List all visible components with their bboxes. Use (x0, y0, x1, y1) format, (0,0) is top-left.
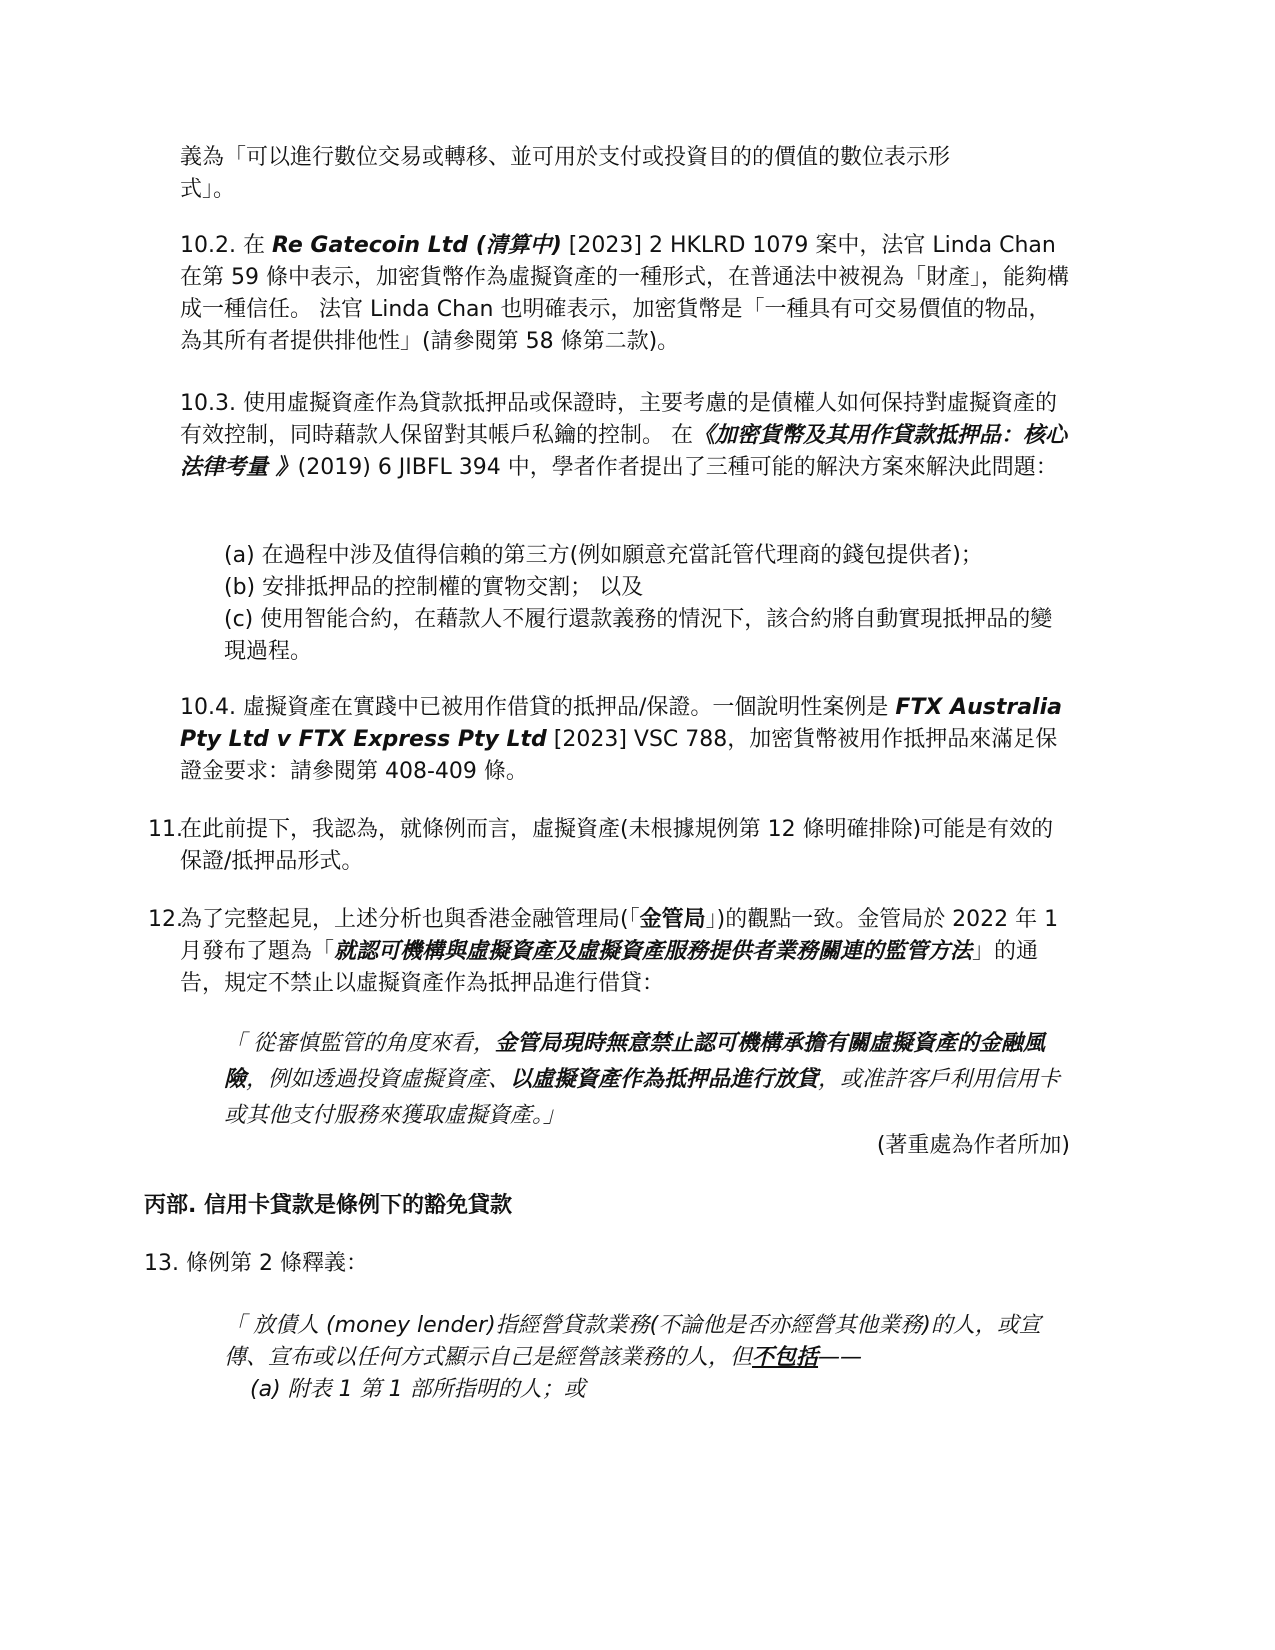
paragraph-10-1-tail (180, 142, 1080, 206)
note-text: (著重處為作者所加) (876, 1133, 1070, 1158)
paragraph-body: 」)的觀點一致。金管局於 2022 年 1 月發布了題為「 (180, 907, 1059, 964)
list-item: (a) 在過程中涉及值得信賴的第三方(例如願意充當託管代理商的錢包提供者)； (224, 543, 983, 568)
section-heading (144, 1190, 1070, 1222)
paragraph-body: (2019) 6 JIBFL 394 中，學者作者提出了三種可能的解決方案來解決此問題： (297, 455, 1058, 480)
quote-dash: —— (818, 1345, 863, 1370)
paragraph-body: [2023] 2 HKLRD 1079 案中，法官 Linda Chan 在第 59 條中表示，加密貨幣作為虛擬資產的一種形式，在普通法中被視為「財產」，能夠構成一種信任。 法官 Linda Chan 也明確表示，加密貨幣是「一種具有可交易價值的物品，為其所有者提供排他性」(請參閱第 58 條第二款)。 (180, 233, 1069, 354)
quote-underlined: 不包括 (752, 1345, 819, 1370)
list-item: (c) 使用智能合約，在藉款人不履行還款義務的情況下，該合約將自動實現抵押品的變現過程。 (224, 607, 1053, 664)
paragraph-text: 在此前提下，我認為，就條例而言，虛擬資產(未根據規例第 12 條明確排除)可能是有效的保證/抵押品形式。 (180, 817, 1054, 874)
paragraph-text (180, 230, 1070, 358)
paragraph-text (180, 388, 1070, 484)
quote-text (224, 1310, 1070, 1374)
emphasis-note (180, 1130, 1070, 1162)
list-item: (b) 安排抵押品的控制權的實物交割； 以及 (224, 575, 644, 600)
case-name: Re Gatecoin Ltd (清算中) (271, 233, 562, 258)
quote-body: ，例如透過投資虛擬資產、 (246, 1067, 511, 1092)
quote-text (224, 1026, 1070, 1134)
block-quote (224, 1026, 1070, 1134)
paragraph-number: 12. (148, 907, 183, 932)
paragraph-10-2 (180, 230, 1070, 358)
circular-title: 就認可機構與虛擬資產及虛擬資產服務提供者業務關連的監管方法 (334, 939, 973, 964)
quote-body: ，或准許客戶利用信用卡或其他支付服務來獲取虛擬資產。」 (224, 1067, 1061, 1128)
paragraph-text (180, 692, 1070, 788)
paragraph-11 (180, 814, 1070, 878)
paragraph-body: 10.4. 虛擬資產在實踐中已被用作借貸的抵押品/保證。一個說明性案例是 (180, 695, 896, 720)
paragraph-text (180, 904, 1070, 1000)
paragraph-text: 13. 條例第 2 條釋義： (144, 1251, 368, 1276)
definition-item (250, 1374, 1070, 1406)
quote-emphasis: 以虛擬資產作為抵押品進行放貸 (510, 1067, 819, 1092)
paragraph-body: 為了完整起見，上述分析也與香港金融管理局(「 (180, 907, 640, 932)
paragraph-prefix: 10.2. 在 (180, 233, 272, 258)
case-name: FTX Australia Pty Ltd v FTX Express Pty Ltd (180, 695, 1062, 752)
quote-body: 「 放債人 (money lender)指經營貸款業務(不論他是否亦經營其他業務)的人，或宣傳、宣布或以任何方式顯示自己是經營該業務的人，但 (224, 1313, 1041, 1370)
paragraph-10-4 (180, 692, 1070, 788)
definition-quote (224, 1310, 1070, 1374)
paragraph-body: 」的通告，規定不禁止以虛擬資產作為抵押品進行借貸： (180, 939, 1039, 996)
paragraph-line: 式」。 (180, 177, 236, 202)
paragraph-10-3 (180, 388, 1070, 484)
paragraph-body: [2023] VSC 788，加密貨幣被用作抵押品來滿足保證金要求：請參閱第 408-409 條。 (180, 727, 1058, 784)
defined-term: 金管局 (639, 907, 706, 932)
paragraph-line: 義為「可以進行數位交易或轉移、並可用於支付或投資目的的價值的數位表示形 (180, 145, 951, 170)
quote-body: 「 從審慎監管的角度來看， (224, 1031, 495, 1056)
article-title: 《加密貨幣及其用作貸款抵押品：核心法律考量 》 (180, 423, 1068, 480)
paragraph-13 (144, 1248, 1070, 1280)
heading-text: 丙部. 信用卡貸款是條例下的豁免貸款 (144, 1193, 513, 1218)
paragraph-number: 11. (148, 817, 183, 842)
paragraph-body: 10.3. 使用虛擬資產作為貸款抵押品或保證時，主要考慮的是債權人如何保持對虛擬資產的有效控制，同時藉款人保留對其帳戶私鑰的控制。 在 (180, 391, 1057, 448)
paragraph-10-3-list (224, 540, 1070, 668)
item-text: (a) 附表 1 第 1 部所指明的人；或 (250, 1377, 586, 1402)
paragraph-12 (180, 904, 1070, 1000)
quote-emphasis: 金管局現時無意禁止認可機構承擔有關虛擬資產的金融風險 (224, 1031, 1046, 1092)
